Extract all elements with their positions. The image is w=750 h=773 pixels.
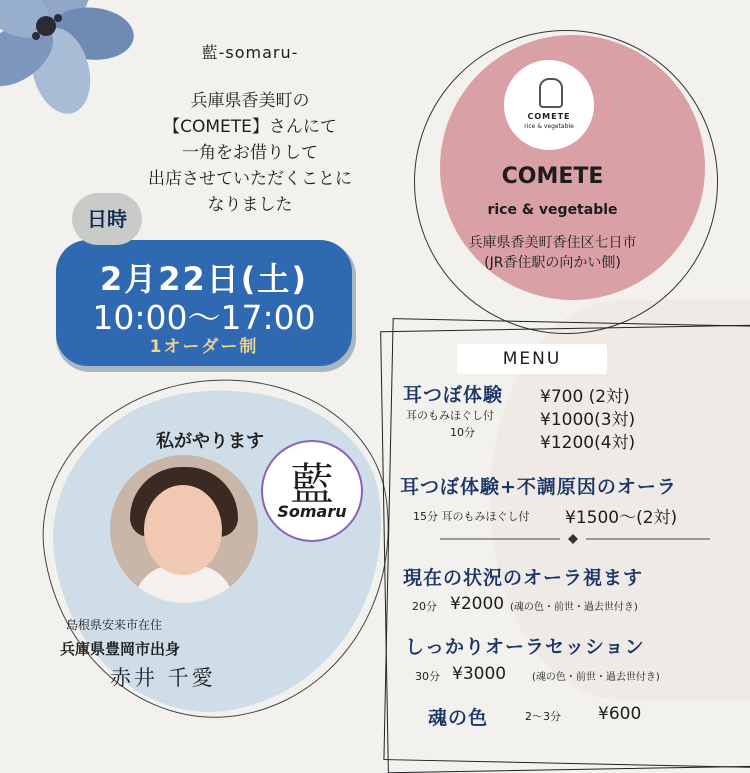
menu-item-2-price: ¥1500～(2対): [565, 508, 678, 528]
menu-item-4-price: ¥3000: [452, 664, 507, 684]
menu-item-4-note: (魂の色・前世・過去世付き): [532, 672, 660, 683]
order-note: 1オーダー制: [149, 337, 259, 357]
shop-address-line-1: 兵庫県香美町香住区七日市: [468, 235, 637, 251]
menu-item-1-price-1: ¥700 (2対): [540, 387, 630, 407]
menu-item-3-note: (魂の色・前世・過去世付き): [510, 602, 638, 613]
menu-item-4-time: 30分: [415, 670, 440, 683]
brand-title: 藍-somaru-: [201, 43, 299, 62]
brand-badge-roman: Somaru: [277, 502, 347, 521]
shop-subtitle: rice & vegetable: [487, 202, 618, 218]
shop-address: [425, 233, 680, 273]
shop-logo: [504, 60, 594, 150]
intro-line-3: 一角をお借りして: [182, 143, 318, 163]
menu-item-3-price: ¥2000: [450, 594, 505, 614]
profile-heading: 私がやります: [156, 431, 264, 452]
shop-logo-sub: rice & vegetable: [524, 123, 574, 130]
menu-item-2-title: 耳つぼ体験+不調原因のオーラ: [400, 476, 677, 498]
shop-logo-name: COMETE: [527, 112, 571, 121]
intro-text: [100, 40, 400, 218]
menu-item-5-price: ¥600: [598, 704, 642, 724]
shop-name: COMETE: [501, 164, 604, 189]
date-card: [56, 240, 352, 366]
intro-line-5: なりました: [207, 195, 293, 215]
profile-residence: 島根県安来市在住: [66, 618, 163, 632]
shop-logo-icon: [539, 78, 563, 108]
menu-item-1-note: 耳のもみほぐし付: [406, 409, 494, 422]
divider-ornament-icon: [440, 532, 720, 546]
event-time: 10:00～17:00: [92, 298, 316, 337]
intro-line-2: 【COMETE】さんにて: [163, 117, 337, 137]
photo-face: [144, 485, 222, 575]
profile-hometown: 兵庫県豊岡市出身: [60, 640, 181, 658]
menu-item-4-title: しっかりオーラセッション: [405, 636, 645, 658]
menu-item-2-note: 15分 耳のもみほぐし付: [413, 510, 530, 523]
profile-photo: [110, 455, 258, 603]
menu-item-1-title: 耳つぼ体験: [403, 384, 504, 406]
menu-item-3-title: 現在の状況のオーラ視ます: [403, 567, 644, 589]
menu-item-1-price-3: ¥1200(4対): [540, 433, 636, 453]
date-badge: 日時: [72, 193, 142, 245]
brand-badge: [261, 440, 363, 542]
intro-line-4: 出店させていただくことに: [148, 169, 352, 189]
intro-line-1: 兵庫県香美町の: [190, 91, 310, 111]
menu-item-1-time: 10分: [450, 426, 475, 439]
menu-item-3-time: 20分: [412, 600, 437, 613]
brand-badge-kanji: 藍: [290, 459, 334, 510]
menu-item-5-title: 魂の色: [428, 707, 489, 729]
menu-item-1-price-2: ¥1000(3対): [540, 410, 636, 430]
event-date: 2月22日(土): [99, 260, 309, 298]
shop-address-line-2: (JR香住駅の向かい側): [484, 255, 621, 271]
menu-item-5-time: 2～3分: [525, 710, 561, 723]
menu-heading: MENU: [457, 344, 607, 374]
profile-name: 赤井 千愛: [110, 666, 216, 690]
